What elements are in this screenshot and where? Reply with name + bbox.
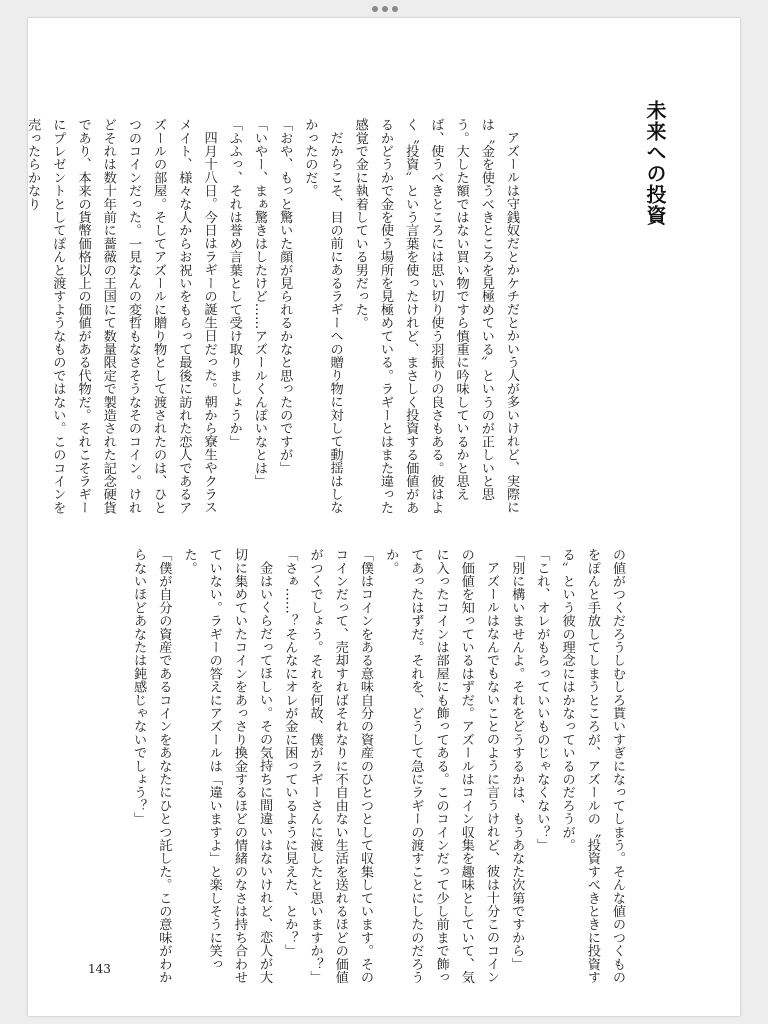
dialogue-line: 「おや、もっと驚いた顔が見られるかなと思ったのですが」: [277, 118, 293, 475]
dialogue-line: 「ふふっ、それは誉め言葉として受け取りましょうか」: [226, 118, 242, 448]
dialogue-line: 「さぁ……？そんなにオレが金に困っているように見えた、とか？」: [282, 548, 298, 958]
book-page: [25, 18, 740, 1016]
paragraph: 金はいくらだってほしい。その気持ちに間違いはないけれど、恋人が大切に集めていたコインをあっさり換金するほどの情緒のなさは持ち合わせていない。ラギーの答えにアズールは「違いますよ」と楽しそうに笑った。: [181, 548, 273, 984]
paragraph: の値がつくだろうしむしろ貰いすぎになってしまう。そんな値のつくものをぽんと手放してしまうところが、アズールの〝投資すべきときに投資する〟という彼の理念にはかなっているのだろうが。: [559, 548, 625, 984]
dialogue-line: 「いやー、まぁ驚きはしたけど……アズールくんぽいなとは」: [251, 118, 267, 488]
dialogue-line: 「これ、オレがもらっていいものじゃなくない？」: [534, 548, 550, 852]
reader-top-bar: [0, 0, 768, 18]
dot: [382, 6, 388, 12]
more-options-icon[interactable]: [372, 6, 402, 12]
dialogue-line: 「僕が自分の資産であるコインをあなたにひとつ託した。この意味がわからないほどあなたは鈍感じゃないでしょう？」: [131, 548, 172, 984]
dialogue-line: 「別に構いませんよ。それをどうするかは、もうあなた次第ですから」: [509, 548, 525, 971]
chapter-title: 未来への投資: [643, 100, 667, 226]
paragraph: アズールは守銭奴だとかケチだとかいう人が多いけれど、実際には〝金を使うべきところを見極めている〟というのが正しいと思う。大した額ではない買い物ですら慎重に吟味しているかと思えば、使うべきところには思い切り使う羽振りの良さもある。彼はよく〝投資〟という言葉を使ったけれど、まさしく投資する価値があるかどうかで金を使う場所を見極めている。ラギーとはまた違った感覚で金に執着している男だった。: [352, 118, 519, 514]
upper-text-block: [25, 118, 524, 518]
lower-text-block: [90, 548, 630, 988]
dialogue-line: 「僕はコインをある意味自分の資産のひとつとして収集しています。そのコインだって、売却すればそれなりに不自由ない生活を送れるほどの価値がつくでしょう。それを何故、僕がラギーさんに渡したと思いますか？」: [307, 548, 373, 984]
dot: [392, 6, 398, 12]
page-number: 143: [88, 962, 111, 976]
paragraph: アズールはなんでもないことのように言うけれど、彼は十分このコインの価値を知っているはずだ。アズールはコイン収集を趣味としていて、気に入ったコインは部屋にも飾ってある。このコインだって少し前まで飾ってあったはずだ。それを、どうして急にラギーの渡すことにしたのだろうか。: [383, 548, 499, 984]
dot: [372, 6, 378, 12]
paragraph: 四月十八日。今日はラギーの誕生日だった。朝から寮生やクラスメイト、様々な人からお祝いをもらって最後に訪れた恋人であるアズールの部屋。そしてアズールに贈り物として渡されたのは、ひとつのコインだった。一見なんの変哲もなさそうなそのコイン。けれどそれは数十年前に薔薇の王国にて数量限定で製造された記念硬貨であり、本来の貨幣価格以上の価値がある代物だ。それこそラギーにプレゼントとしてぽんと渡すようなものではない。このコインを売ったらかなり: [25, 118, 217, 514]
paragraph: だからこそ、目の前にあるラギーへの贈り物に対して動揺はしなかったのだ。: [302, 118, 343, 514]
